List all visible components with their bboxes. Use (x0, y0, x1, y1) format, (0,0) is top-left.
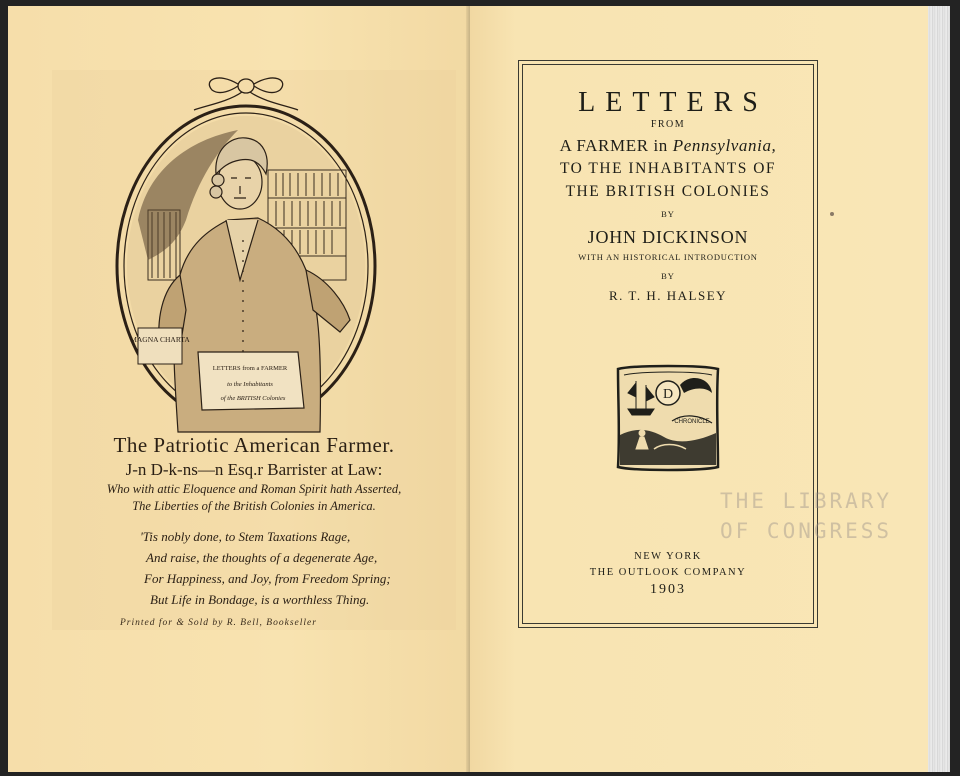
title-from: FROM (650, 119, 686, 130)
imprint-city: NEW YORK (634, 551, 702, 562)
imprint-publisher: THE OUTLOOK COMPANY (589, 567, 747, 578)
paper-speck (830, 212, 834, 216)
imprint-line: Printed for & Sold by R. Bell, Bookseller (120, 618, 317, 628)
imprint-year: 1903 (650, 582, 686, 597)
title-inhabitants: TO THE INHABITANTS OF (559, 160, 777, 177)
device-label: CHRONICLE (674, 419, 710, 425)
library-stamp-line-2: OF CONGRESS (720, 519, 893, 543)
verse-line: But Life in Bondage, is a worthless Thing. (150, 592, 370, 607)
device-monogram: D (662, 387, 674, 402)
publisher-device (614, 363, 722, 473)
dedication-line-1: Who with attic Eloquence and Roman Spirit hath Asserted, (106, 482, 402, 496)
verse-block (140, 526, 460, 610)
frontispiece-page (8, 6, 470, 772)
portrait-engraving (108, 70, 384, 436)
title-author: JOHN DICKINSON (587, 227, 749, 247)
title-by-2: BY (661, 271, 675, 281)
dedication-line-2: The Liberties of the British Colonies in America. (132, 499, 376, 513)
magna-charta-scroll (138, 328, 182, 364)
title-farmer-prefix: A FARMER in (559, 136, 673, 155)
title-farmer-place: Pennsylvania, (672, 136, 777, 155)
library-stamp (720, 486, 893, 546)
page-edges (928, 6, 950, 772)
frontispiece-title: The Patriotic American Farmer. (113, 433, 395, 457)
title-farmer-line (519, 136, 817, 156)
frontispiece-caption (48, 431, 460, 628)
verse-line: For Happiness, and Joy, from Freedom Spring; (144, 571, 391, 586)
book-line-2: to the Inhabitants (227, 381, 273, 388)
title-letters: LETTERS (578, 87, 768, 118)
book-line-1: LETTERS from a FARMER (212, 365, 288, 372)
title-introducer: R. T. H. HALSEY (608, 288, 728, 303)
magna-charta-label: MAGNA CHARTA (130, 335, 190, 344)
title-introduction: WITH AN HISTORICAL INTRODUCTION (578, 252, 758, 262)
book-line-3: of the BRITISH Colonies (220, 395, 286, 402)
title-colonies: THE BRITISH COLONIES (565, 183, 771, 200)
verse-line: 'Tis nobly done, to Stem Taxations Rage, (140, 529, 351, 544)
open-book (8, 6, 928, 772)
frontispiece-name-line: J-n D-k-ns—n Esq.r Barrister at Law: (125, 460, 383, 479)
title-by: BY (661, 209, 675, 219)
library-stamp-line-1: THE LIBRARY (720, 489, 893, 513)
verse-line: And raise, the thoughts of a degenerate Age, (146, 550, 378, 565)
